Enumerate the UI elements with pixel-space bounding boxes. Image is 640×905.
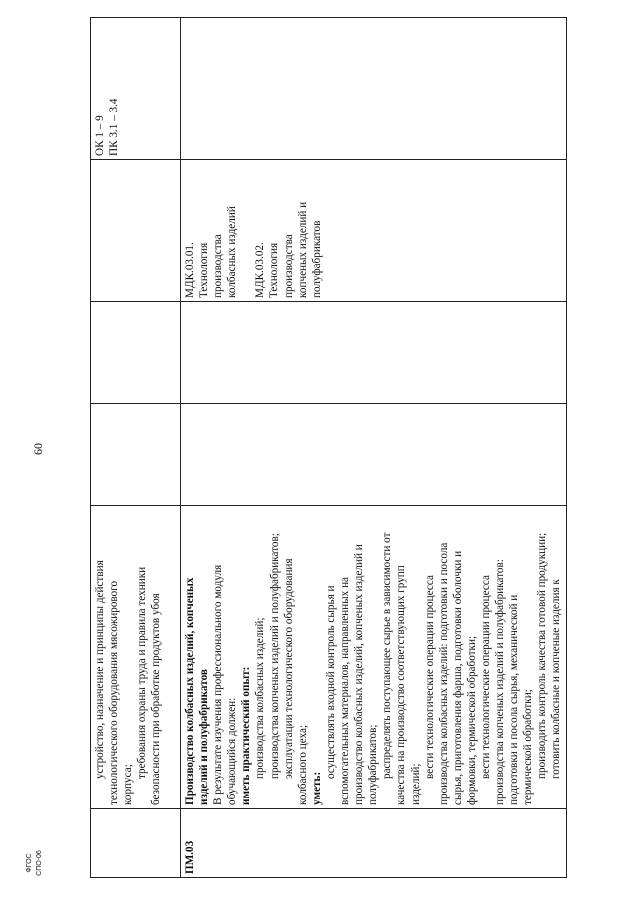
content-line: полуфабрикатов; bbox=[367, 724, 380, 805]
content-line: качества на производство соответствующих групп bbox=[395, 565, 408, 805]
content-line: обучающийся должен: bbox=[226, 697, 239, 805]
content-line: требования охраны труда и правила техники bbox=[136, 566, 149, 779]
content-line: распределять поступающее сырье в зависимости от bbox=[381, 532, 394, 779]
content-line: готовить колбасные и копченые изделия к bbox=[550, 579, 563, 779]
content-line: эксплуатации технологического оборудования bbox=[282, 558, 295, 779]
footer-code: ФГОС СПО-06 bbox=[26, 850, 43, 876]
content-line: технологического оборудования мясожирового bbox=[108, 580, 121, 805]
mdk-line: Технология bbox=[268, 242, 281, 298]
content-line: производить контроль качества готовой продукции; bbox=[536, 532, 549, 779]
content-line: осуществлять входной контроль сырья и bbox=[324, 585, 337, 779]
content-line: Производство колбасных изделий, копченых bbox=[184, 577, 196, 805]
competency-line: ОК 1 – 9 bbox=[94, 115, 106, 156]
mdk-line: производства bbox=[282, 234, 295, 298]
hours-cell bbox=[181, 404, 567, 506]
content-line: колбасного цеха; bbox=[296, 724, 309, 805]
mdk-block bbox=[253, 163, 323, 298]
content-line: подготовки и посола сырья, механической и bbox=[508, 594, 521, 805]
content-line: безопасности при обработке продуктов убоя bbox=[150, 593, 163, 805]
mdk-line: Технология bbox=[198, 242, 211, 298]
content-line: иметь практический опыт: bbox=[240, 666, 253, 805]
content-line: изделий; bbox=[409, 763, 422, 805]
content-line: формовки, термической обработки; bbox=[465, 635, 478, 805]
hours-cell bbox=[91, 302, 181, 404]
content-line: уметь: bbox=[310, 771, 323, 805]
mdk-line: МДК.03.01. bbox=[184, 242, 196, 298]
content-line: В результате изучения профессионального модуля bbox=[212, 564, 225, 805]
mdk-cell bbox=[181, 160, 567, 302]
mdk-cell bbox=[91, 160, 181, 302]
mdk-line: производства bbox=[212, 234, 225, 298]
competencies-cell bbox=[181, 18, 567, 160]
content-line: устройство, назначение и принципы действия bbox=[94, 560, 106, 779]
rotated-table-container bbox=[90, 18, 566, 878]
content-line: изделий и полуфабрикатов bbox=[198, 669, 211, 805]
content-line: производства колбасных изделий: подготовки и посола bbox=[437, 542, 450, 805]
mdk-line: колбасных изделий bbox=[226, 206, 239, 298]
content-line: вести технологические операции процесса bbox=[423, 575, 436, 779]
content-line: сырья, приготовления фарша, подготовки оболочки и bbox=[451, 550, 464, 805]
hours-cell bbox=[91, 404, 181, 506]
mdk-line: полуфабрикатов bbox=[310, 220, 323, 298]
content-line: корпуса; bbox=[122, 764, 135, 805]
content-line: производства копченых изделий и полуфабрикатов; bbox=[268, 533, 281, 779]
curriculum-table bbox=[90, 17, 567, 878]
competency-line: ПК 3.1 – 3.4 bbox=[108, 98, 121, 156]
mdk-line: МДК.03.02. bbox=[254, 242, 267, 298]
content-line: термической обработки; bbox=[522, 689, 535, 805]
page-number: 60 bbox=[31, 443, 45, 455]
content-line: вести технологические операции процесса bbox=[479, 575, 492, 779]
content-line: производства копченых изделий и полуфабрикатов: bbox=[494, 559, 507, 805]
content-cell bbox=[181, 506, 567, 809]
content-line: вспомогательных материалов, направленных на bbox=[339, 576, 352, 805]
content-cell bbox=[91, 506, 181, 809]
module-code-cell: ПМ.03 bbox=[181, 809, 567, 878]
table-row bbox=[91, 18, 181, 878]
content-line: производства колбасных изделий; bbox=[254, 617, 267, 779]
competencies-cell bbox=[91, 18, 181, 160]
module-code-cell bbox=[91, 809, 181, 878]
mdk-line: копченых изделий и bbox=[296, 201, 309, 298]
content-line: производство колбасных изделий, копченых изделий и bbox=[353, 544, 366, 805]
hours-cell bbox=[181, 302, 567, 404]
table-row bbox=[181, 18, 567, 878]
mdk-block bbox=[183, 163, 239, 298]
